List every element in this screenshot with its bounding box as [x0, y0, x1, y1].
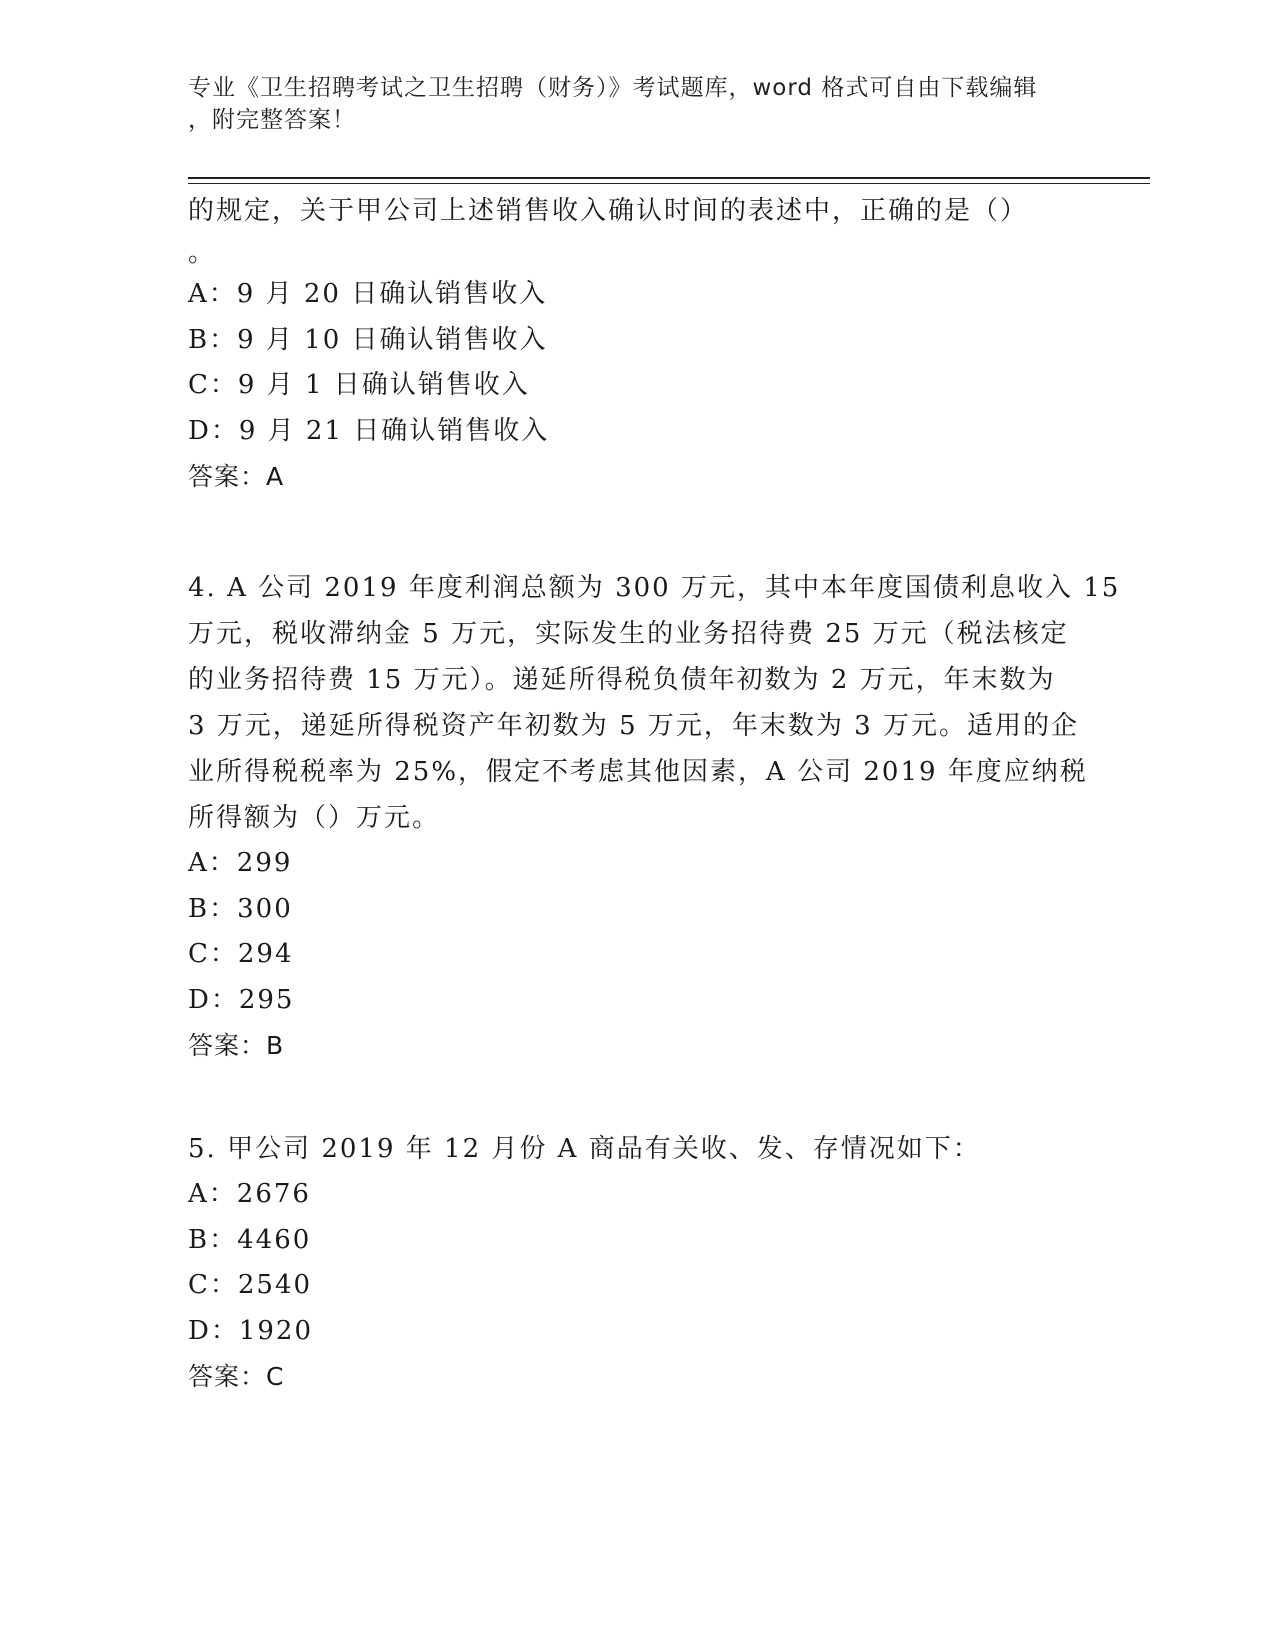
answer-line: 答案：B: [188, 1031, 285, 1060]
option-a: A：9 月 20 日确认销售收入: [188, 279, 548, 309]
option-d: D：1920: [188, 1315, 314, 1346]
question-text-line: 万元，税收滞纳金 5 万元，实际发生的业务招待费 25 万元（税法核定: [188, 619, 1069, 649]
option-b: B：4460: [188, 1224, 312, 1255]
spacer: [188, 1068, 1088, 1126]
option-d: D：295: [188, 984, 295, 1015]
answer-line: 答案：A: [188, 462, 285, 491]
question-text-line: 的业务招待费 15 万元）。递延所得税负债年初数为 2 万元，年末数为: [188, 665, 1056, 695]
document-body: [188, 188, 1121, 1399]
question-text-line: 的规定，关于甲公司上述销售收入确认时间的表述中，正确的是（）: [188, 196, 1029, 226]
answer-line: 答案：C: [188, 1362, 285, 1391]
question-text-line: 。: [188, 238, 217, 268]
option-d: D：9 月 21 日确认销售收入: [188, 415, 550, 446]
question-text-line: 5. 甲公司 2019 年 12 月份 A 商品有关收、发、存情况如下：: [188, 1134, 981, 1164]
option-b: B：9 月 10 日确认销售收入: [188, 324, 548, 355]
option-a: A：2676: [188, 1179, 311, 1209]
question-text-line: 4. A 公司 2019 年度利润总额为 300 万元，其中本年度国债利息收入 15: [188, 573, 1121, 603]
option-c: C：2540: [188, 1270, 313, 1300]
question-3: [188, 188, 1088, 499]
option-b: B：300: [188, 893, 293, 924]
option-c: C：9 月 1 日确认销售收入: [188, 370, 530, 400]
header-line-2: ，附完整答案！: [188, 107, 356, 133]
question-text-line: 3 万元，递延所得税资产年初数为 5 万元，年末数为 3 万元。适用的企: [188, 711, 1079, 741]
question-4: [188, 565, 1121, 1068]
document-header: [188, 72, 1068, 136]
question-text-line: 业所得税税率为 25%，假定不考虑其他因素，A 公司 2019 年度应纳税: [188, 757, 1088, 787]
question-text-line: 所得额为（）万元。: [188, 803, 441, 833]
question-5: [188, 1126, 1088, 1399]
header-divider: [188, 177, 1150, 184]
option-c: C：294: [188, 939, 294, 969]
option-a: A：299: [188, 848, 293, 878]
header-line-1: 专业《卫生招聘考试之卫生招聘（财务）》考试题库，word 格式可自由下载编辑: [188, 75, 1038, 101]
spacer: [188, 499, 1088, 565]
